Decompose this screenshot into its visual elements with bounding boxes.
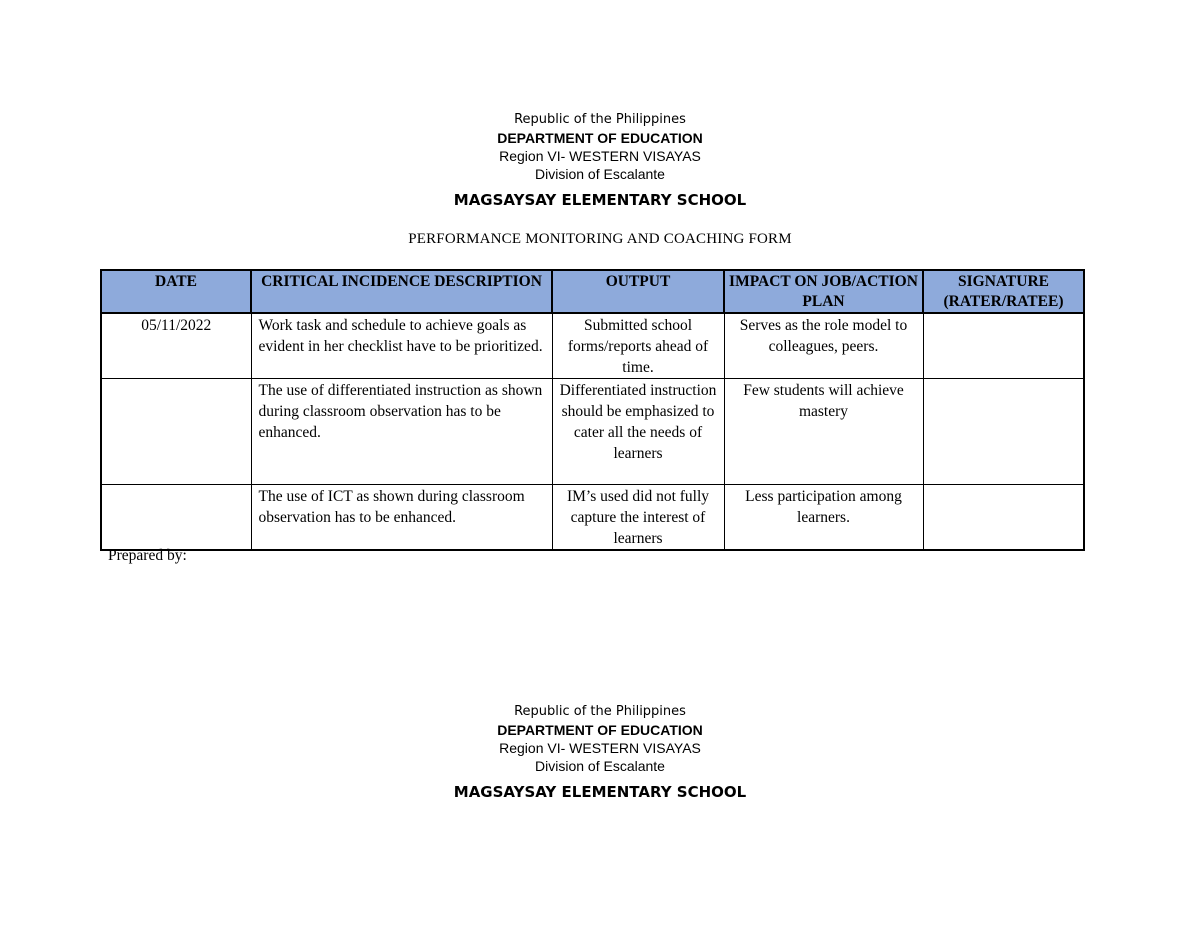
cell-description: Work task and schedule to achieve goals as evident in her checklist have to be prioritized.: [251, 313, 552, 379]
header-output: OUTPUT: [552, 270, 724, 313]
prepared-by-label: Prepared by:: [108, 547, 187, 564]
cell-date: 05/11/2022: [101, 313, 251, 379]
cell-signature: [923, 313, 1084, 379]
division-label: Division of Escalante: [535, 758, 665, 774]
department-label: DEPARTMENT OF EDUCATION: [497, 722, 703, 738]
department-label: DEPARTMENT OF EDUCATION: [497, 130, 703, 146]
cell-impact: Less participation among learners.: [724, 485, 923, 551]
header-signature: SIGNATURE (RATER/RATEE): [923, 270, 1084, 313]
letterhead-top: [0, 111, 1200, 211]
cell-description: The use of ICT as shown during classroom observation has to be enhanced.: [251, 485, 552, 551]
header-date: DATE: [101, 270, 251, 313]
republic-label: Republic of the Philippines: [514, 704, 686, 719]
region-label: Region VI- WESTERN VISAYAS: [499, 740, 701, 756]
table-row: [101, 485, 1084, 551]
school-name: MAGSAYSAY ELEMENTARY SCHOOL: [453, 783, 747, 801]
cell-signature: [923, 379, 1084, 485]
cell-impact: Few students will achieve mastery: [724, 379, 923, 485]
table-row: [101, 313, 1084, 379]
table-row: [101, 379, 1084, 485]
header-critical-incidence: CRITICAL INCIDENCE DESCRIPTION: [251, 270, 552, 313]
letterhead-bottom: [0, 703, 1200, 803]
cell-date: [101, 379, 251, 485]
cell-date: [101, 485, 251, 551]
region-label: Region VI- WESTERN VISAYAS: [499, 148, 701, 164]
table-header-row: [101, 270, 1084, 313]
school-name: MAGSAYSAY ELEMENTARY SCHOOL: [453, 191, 747, 209]
header-impact: IMPACT ON JOB/ACTION PLAN: [724, 270, 923, 313]
division-label: Division of Escalante: [535, 166, 665, 182]
form-title: PERFORMANCE MONITORING AND COACHING FORM: [408, 231, 792, 247]
cell-impact: Serves as the role model to colleagues, peers.: [724, 313, 923, 379]
cell-output: Differentiated instruction should be emphasized to cater all the needs of learners: [552, 379, 724, 485]
cell-output: IM’s used did not fully capture the interest of learners: [552, 485, 724, 551]
cell-signature: [923, 485, 1084, 551]
cell-output: Submitted school forms/reports ahead of time.: [552, 313, 724, 379]
republic-label: Republic of the Philippines: [514, 112, 686, 127]
cell-description: The use of differentiated instruction as shown during classroom observation has to be enhanced.: [251, 379, 552, 485]
coaching-table: [100, 269, 1085, 551]
